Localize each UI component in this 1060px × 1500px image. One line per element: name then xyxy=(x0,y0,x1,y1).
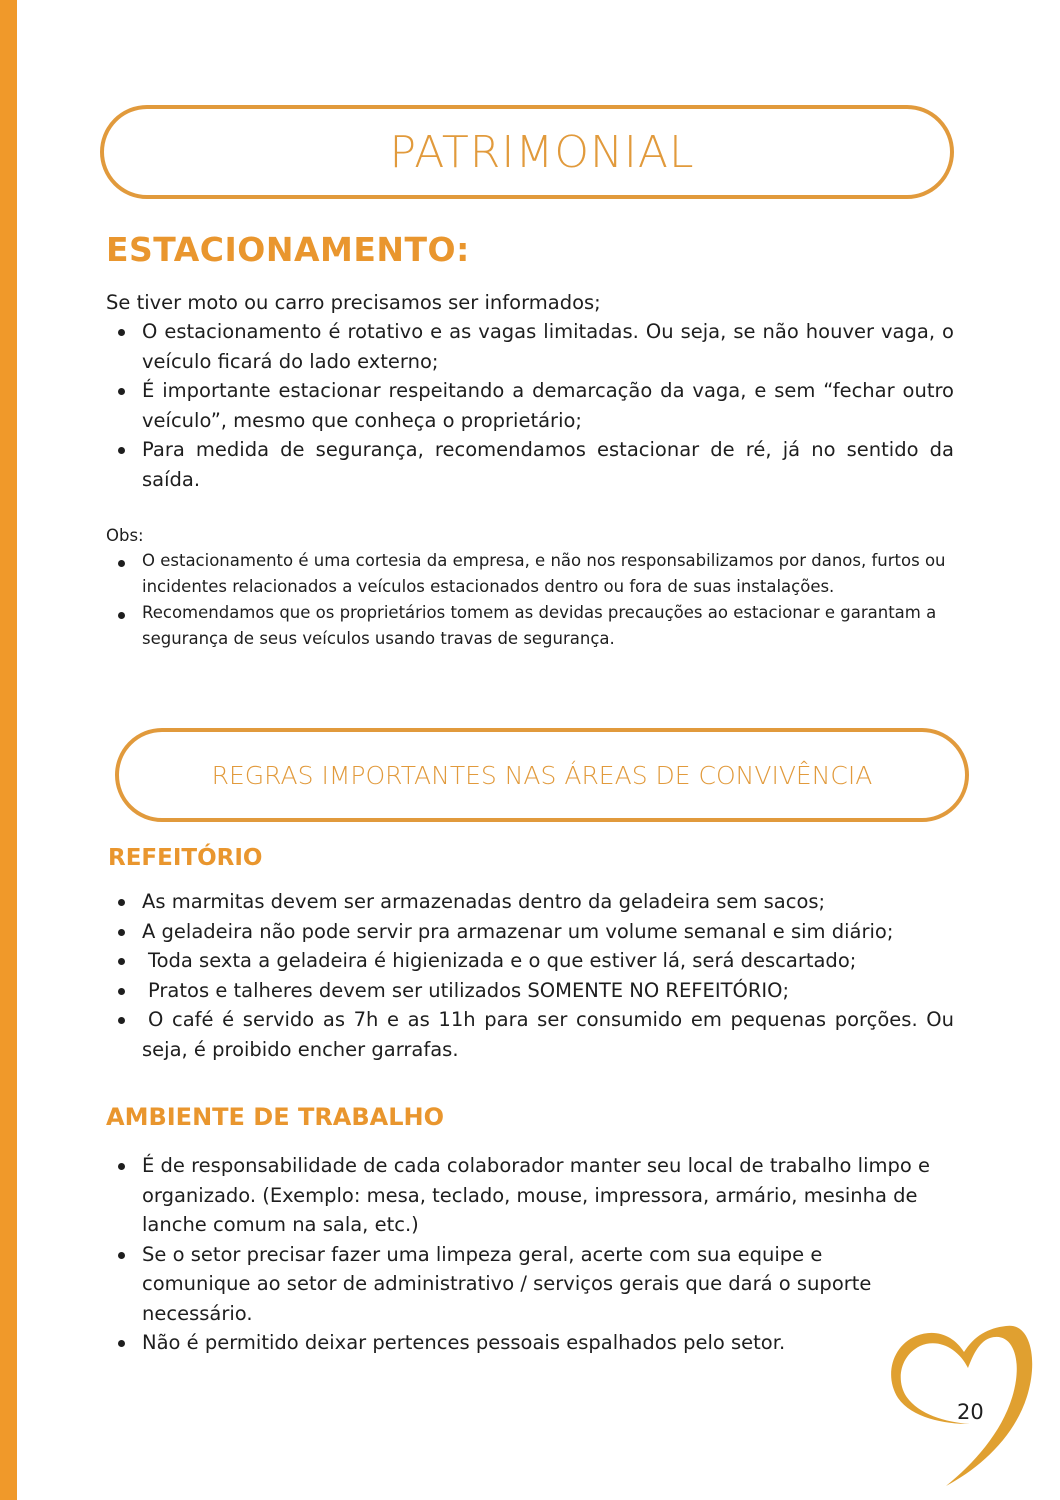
list-item: O estacionamento é uma cortesia da empresa, e não nos responsabilizamos por danos, furtos ou incidentes relacionados a veículos estacionados dentro ou fora de suas instalações. xyxy=(106,548,946,600)
convivencia-banner-title: REGRAS IMPORTANTES NAS ÁREAS DE CONVIVÊNCIA xyxy=(211,760,873,790)
list-item: A geladeira não pode servir pra armazenar um volume semanal e sim diário; xyxy=(106,917,954,947)
list-item: Para medida de segurança, recomendamos estacionar de ré, já no sentido da saída. xyxy=(106,435,954,494)
obs-list xyxy=(106,548,946,652)
patrimonial-banner xyxy=(100,105,954,199)
estacionamento-intro: Se tiver moto ou carro precisamos ser informados; xyxy=(106,291,601,314)
list-item: Pratos e talheres devem ser utilizados SOMENTE NO REFEITÓRIO; xyxy=(106,976,954,1006)
convivencia-banner xyxy=(115,728,969,822)
list-item: É importante estacionar respeitando a demarcação da vaga, e sem “fechar outro veículo”, mesmo que conheça o proprietário; xyxy=(106,376,954,435)
refeitorio-heading: REFEITÓRIO xyxy=(108,845,263,871)
estacionamento-list xyxy=(106,317,954,494)
page-number: 20 xyxy=(957,1400,984,1424)
list-item: Não é permitido deixar pertences pessoais espalhados pelo setor. xyxy=(106,1328,936,1358)
refeitorio-list xyxy=(106,887,954,1064)
left-accent-bar xyxy=(0,0,17,1500)
list-item: Se o setor precisar fazer uma limpeza geral, acerte com sua equipe e comunique ao setor de administrativo / serviços gerais que dará o suporte necessário. xyxy=(106,1240,936,1329)
list-item: O café é servido as 7h e as 11h para ser consumido em pequenas porções. Ou seja, é proibido encher garrafas. xyxy=(106,1005,954,1064)
ambiente-heading: AMBIENTE DE TRABALHO xyxy=(106,1103,445,1131)
estacionamento-heading: ESTACIONAMENTO: xyxy=(106,230,470,269)
list-item: As marmitas devem ser armazenadas dentro da geladeira sem sacos; xyxy=(106,887,954,917)
patrimonial-banner-title: PATRIMONIAL xyxy=(389,126,695,178)
list-item: É de responsabilidade de cada colaborador manter seu local de trabalho limpo e organizado. (Exemplo: mesa, teclado, mouse, impressora, armário, mesinha de lanche comum na sala, etc.) xyxy=(106,1151,936,1240)
list-item: Recomendamos que os proprietários tomem as devidas precauções ao estacionar e garantam a segurança de seus veículos usando travas de segurança. xyxy=(106,600,946,652)
ambiente-list xyxy=(106,1151,936,1358)
list-item: Toda sexta a geladeira é higienizada e o que estiver lá, será descartado; xyxy=(106,946,954,976)
obs-label: Obs: xyxy=(106,526,144,545)
list-item: O estacionamento é rotativo e as vagas limitadas. Ou seja, se não houver vaga, o veículo ficará do lado externo; xyxy=(106,317,954,376)
